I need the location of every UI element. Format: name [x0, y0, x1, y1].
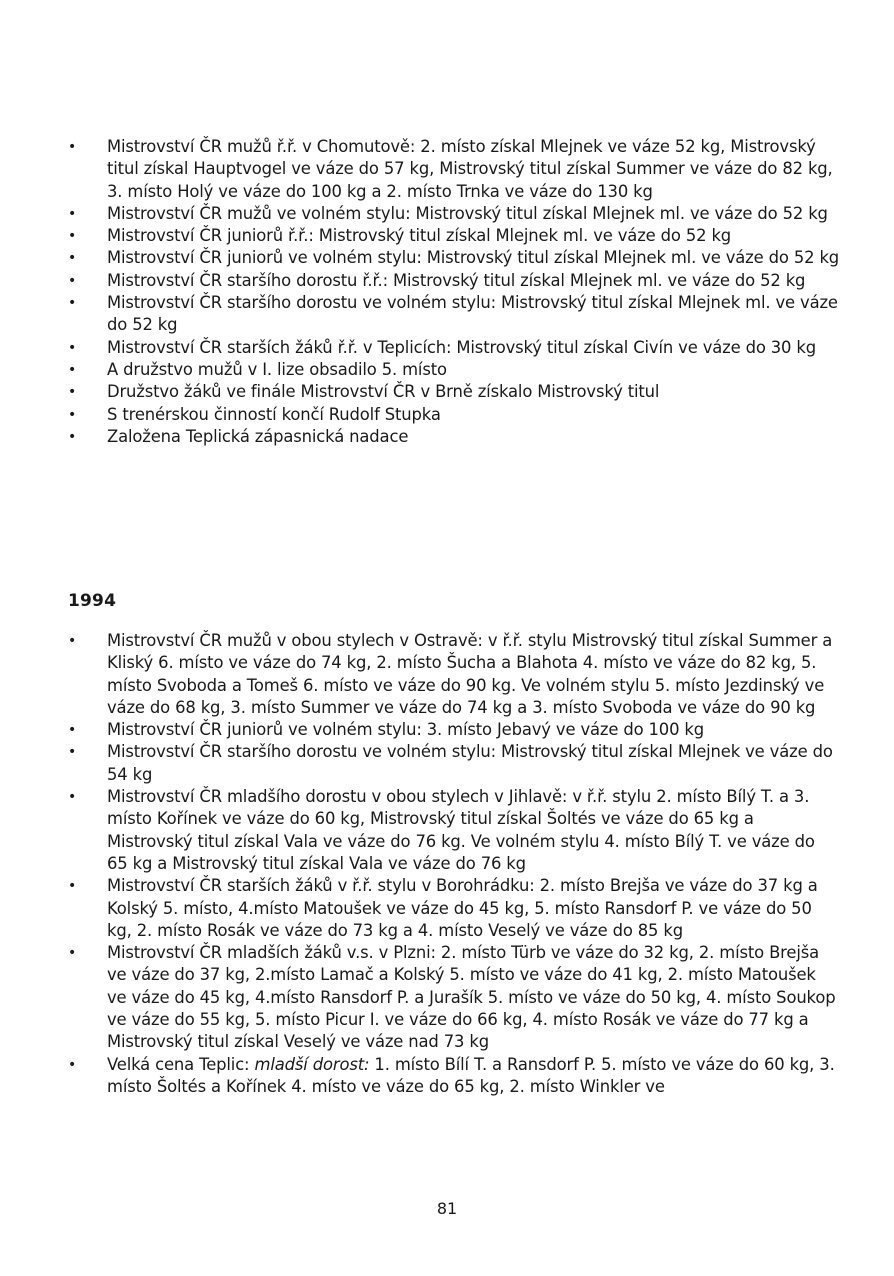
list-item	[66, 942, 840, 1053]
list-item-rest: 1. místo Bílí T. a Ransdorf P. 5. místo ve váze do 60 kg, 3. místo Šoltés a Kořínek 4. místo ve váze do 65 kg, 2. místo Winkler ve	[107, 1054, 835, 1096]
list-item	[66, 875, 840, 942]
list-item	[66, 203, 840, 225]
list-item-text: Mistrovství ČR mladších žáků v.s. v Plzni: 2. místo Türb ve váze do 32 kg, 2. místo Brejša ve váze do 37 kg, 2.místo Lamač a Kolský 5. místo ve váze do 41 kg, 2. místo Matoušek ve váze do 45 kg, 4.místo Ransdorf P. a Jurašík 5. místo ve váze do 50 kg, 4. místo Soukop ve váze do 55 kg, 5. místo Picur I. ve váze do 66 kg, 4. místo Rosák ve váze do 77 kg a Mistrovský titul získal Veselý ve váze nad 73 kg	[107, 943, 836, 1052]
list-item	[66, 359, 840, 381]
bullet-list-1993	[66, 136, 840, 448]
list-item-text: Založena Teplická zápasnická nadace	[107, 426, 409, 446]
bullet-icon: •	[68, 205, 77, 222]
list-item-text: Mistrovství ČR staršího dorostu ve volném stylu: Mistrovský titul získal Mlejnek ml. ve váze do 52 kg	[107, 293, 838, 335]
list-item	[66, 292, 840, 337]
list-item-text: Mistrovství ČR staršího dorostu ve volném stylu: Mistrovský titul získal Mlejnek ve váze do 54 kg	[107, 742, 833, 784]
list-item-text: Mistrovství ČR mužů v obou stylech v Ostravě: v ř.ř. stylu Mistrovský titul získal Summer a Kliský 6. místo ve váze do 74 kg, 2. místo Šucha a Blahota 4. místo ve váze do 82 kg, 5. místo Svoboda a Tomeš 6. místo ve váze do 90 kg. Ve volném stylu 5. místo Jezdinský ve váze do 68 kg, 3. místo Summer ve váze do 74 kg a 3. místo Svoboda ve váze do 90 kg	[107, 631, 833, 717]
list-item	[66, 337, 840, 359]
list-item-text: Mistrovství ČR starších žáků ř.ř. v Teplicích: Mistrovský titul získal Civín ve váze do 30 kg	[107, 337, 816, 357]
list-item	[66, 1054, 840, 1099]
list-item-text: Mistrovství ČR juniorů ve volném stylu: Mistrovský titul získal Mlejnek ml. ve váze do 52 kg	[107, 248, 840, 268]
list-item	[66, 630, 840, 719]
bullet-icon: •	[68, 272, 77, 289]
list-item	[66, 381, 840, 403]
list-item	[66, 225, 840, 247]
list-item-prefix: Velká cena Teplic:	[107, 1054, 255, 1074]
bullet-icon: •	[68, 878, 77, 895]
bullet-icon: •	[68, 384, 77, 401]
list-item	[66, 136, 840, 203]
bullet-icon: •	[68, 744, 77, 761]
list-item-text: S trenérskou činností končí Rudolf Stupka	[107, 404, 441, 424]
list-item-text: Družstvo žáků ve finále Mistrovství ČR v Brně získalo Mistrovský titul	[107, 382, 660, 402]
bullet-list-1994	[66, 630, 840, 1098]
list-item	[66, 270, 840, 292]
bullet-icon: •	[68, 295, 77, 312]
year-heading: 1994	[68, 591, 117, 611]
bullet-icon: •	[68, 428, 77, 445]
list-item-text: Mistrovství ČR juniorů ř.ř.: Mistrovský titul získal Mlejnek ml. ve váze do 52 kg	[107, 226, 732, 246]
list-item	[66, 786, 840, 875]
list-item	[66, 741, 840, 786]
bullet-icon: •	[68, 945, 77, 962]
bullet-icon: •	[68, 722, 77, 739]
list-item-text: Mistrovství ČR mužů ř.ř. v Chomutově: 2. místo získal Mlejnek ve váze 52 kg, Mistrovský titul získal Hauptvogel ve váze do 57 kg, Mistrovský titul získal Summer ve váze do 82 kg, 3. místo Holý ve váze do 100 kg a 2. místo Trnka ve váze do 130 kg	[107, 137, 833, 201]
bullet-icon: •	[68, 1056, 77, 1073]
bullet-icon: •	[68, 406, 77, 423]
bullet-icon: •	[68, 228, 77, 245]
list-item	[66, 404, 840, 426]
list-item	[66, 247, 840, 269]
bullet-icon: •	[68, 633, 77, 649]
bullet-icon: •	[68, 139, 77, 155]
bullet-icon: •	[68, 250, 77, 267]
list-item-text: Mistrovství ČR juniorů ve volném stylu: 3. místo Jebavý ve váze do 100 kg	[107, 720, 705, 740]
bullet-icon: •	[68, 339, 77, 356]
list-item-text: Mistrovství ČR mladšího dorostu v obou stylech v Jihlavě: v ř.ř. stylu 2. místo Bílý T. a 3. místo Kořínek ve váze do 60 kg, Mistrovský titul získal Šoltés ve váze do 65 kg a Mistrovský titul získal Vala ve váze do 76 kg. Ve volném stylu 4. místo Bílý T. ve váze do 65 kg a Mistrovský titul získal Vala ve váze do 76 kg	[107, 787, 815, 873]
list-item-emphasis: mladší dorost:	[254, 1054, 370, 1074]
list-item-text: Mistrovství ČR mužů ve volném stylu: Mistrovský titul získal Mlejnek ml. ve váze do 52 kg	[107, 203, 828, 223]
list-item-text: Mistrovství ČR starších žáků v ř.ř. stylu v Borohrádku: 2. místo Brejša ve váze do 37 kg a Kolský 5. místo, 4.místo Matoušek ve váze do 45 kg, 5. místo Ransdorf P. ve váze do 50 kg, 2. místo Rosák ve váze do 73 kg a 4. místo Veselý ve váze do 85 kg	[107, 876, 818, 940]
page-number: 81	[436, 1199, 458, 1218]
list-item-text: Mistrovství ČR staršího dorostu ř.ř.: Mistrovský titul získal Mlejnek ml. ve váze do 52 kg	[107, 270, 806, 290]
list-item	[66, 426, 840, 448]
list-item-text: A družstvo mužů v I. lize obsadilo 5. místo	[107, 359, 447, 379]
bullet-icon: •	[68, 789, 77, 806]
bullet-icon: •	[68, 361, 77, 378]
list-item	[66, 719, 840, 741]
